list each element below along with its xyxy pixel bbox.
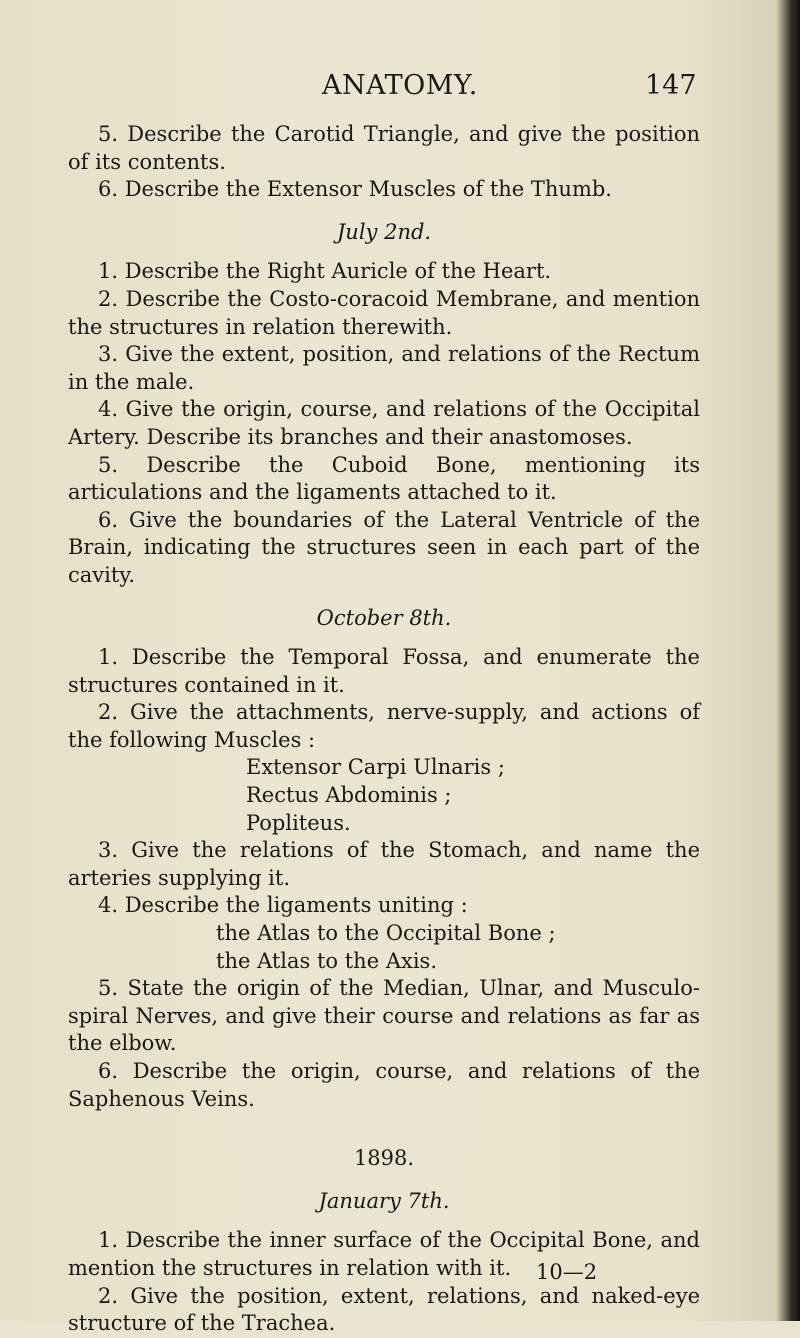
signature-mark: 10—2 <box>536 1260 598 1284</box>
question-item: 1. Describe the Temporal Fossa, and enumerate the structures contained in it. <box>68 645 700 697</box>
sub-list-item: the Atlas to the Axis. <box>216 948 437 973</box>
section-date-heading: October 8th. <box>316 605 452 630</box>
question-item: 4. Give the origin, course, and relations of the Occipital Artery. Describe its branches and their anastomoses. <box>68 397 700 449</box>
exam-questions <box>68 121 700 1338</box>
question-item: 2. Describe the Costo-coracoid Membrane, and mention the structures in relation therewith. <box>68 286 700 339</box>
question-item: 5. Describe the Cuboid Bone, mentioning its articulations and the ligaments attached to it. <box>68 452 700 505</box>
section-date-heading: January 7th. <box>318 1188 450 1213</box>
page-number: 147 <box>645 70 697 101</box>
sub-list-item: Extensor Carpi Ulnaris ; <box>246 755 505 780</box>
question-item: 6. Describe the Extensor Muscles of the Thumb. <box>98 177 612 202</box>
question-item: 1. Describe the inner surface of the Occipital Bone, and mention the structures in relation with it. <box>68 1228 700 1280</box>
sub-list-item: Popliteus. <box>246 810 351 835</box>
running-head <box>0 70 800 110</box>
question-item: 2. Give the position, extent, relations, and naked-eye structure of the Trachea. <box>68 1283 700 1336</box>
sub-list-item: Rectus Abdominis ; <box>246 783 452 808</box>
question-item: 3. Give the extent, position, and relations of the Rectum in the male. <box>68 342 700 394</box>
page-binding-edge <box>790 0 800 1321</box>
question-item: 6. Give the boundaries of the Lateral Ventricle of the Brain, indicating the structures seen in each part of the cavity. <box>68 507 700 587</box>
question-item: 5. State the origin of the Median, Ulnar, and Musculo-spiral Nerves, and give their course and relations as far as the elbow. <box>68 976 700 1056</box>
running-head-title: ANATOMY. <box>322 70 478 101</box>
question-item: 4. Describe the ligaments uniting : <box>98 893 468 918</box>
question-item: 1. Describe the Right Auricle of the Heart. <box>98 259 552 284</box>
question-item: 2. Give the attachments, nerve-supply, and actions of the following Muscles : <box>68 700 700 752</box>
question-item: 6. Describe the origin, course, and relations of the Saphenous Veins. <box>68 1059 700 1111</box>
section-date-heading: July 2nd. <box>336 219 432 244</box>
year-heading: 1898. <box>353 1146 415 1171</box>
sub-list-item: the Atlas to the Occipital Bone ; <box>216 921 556 946</box>
question-item: 3. Give the relations of the Stomach, and name the arteries supplying it. <box>68 838 700 890</box>
question-item: 5. Describe the Carotid Triangle, and give the position of its contents. <box>68 122 700 174</box>
